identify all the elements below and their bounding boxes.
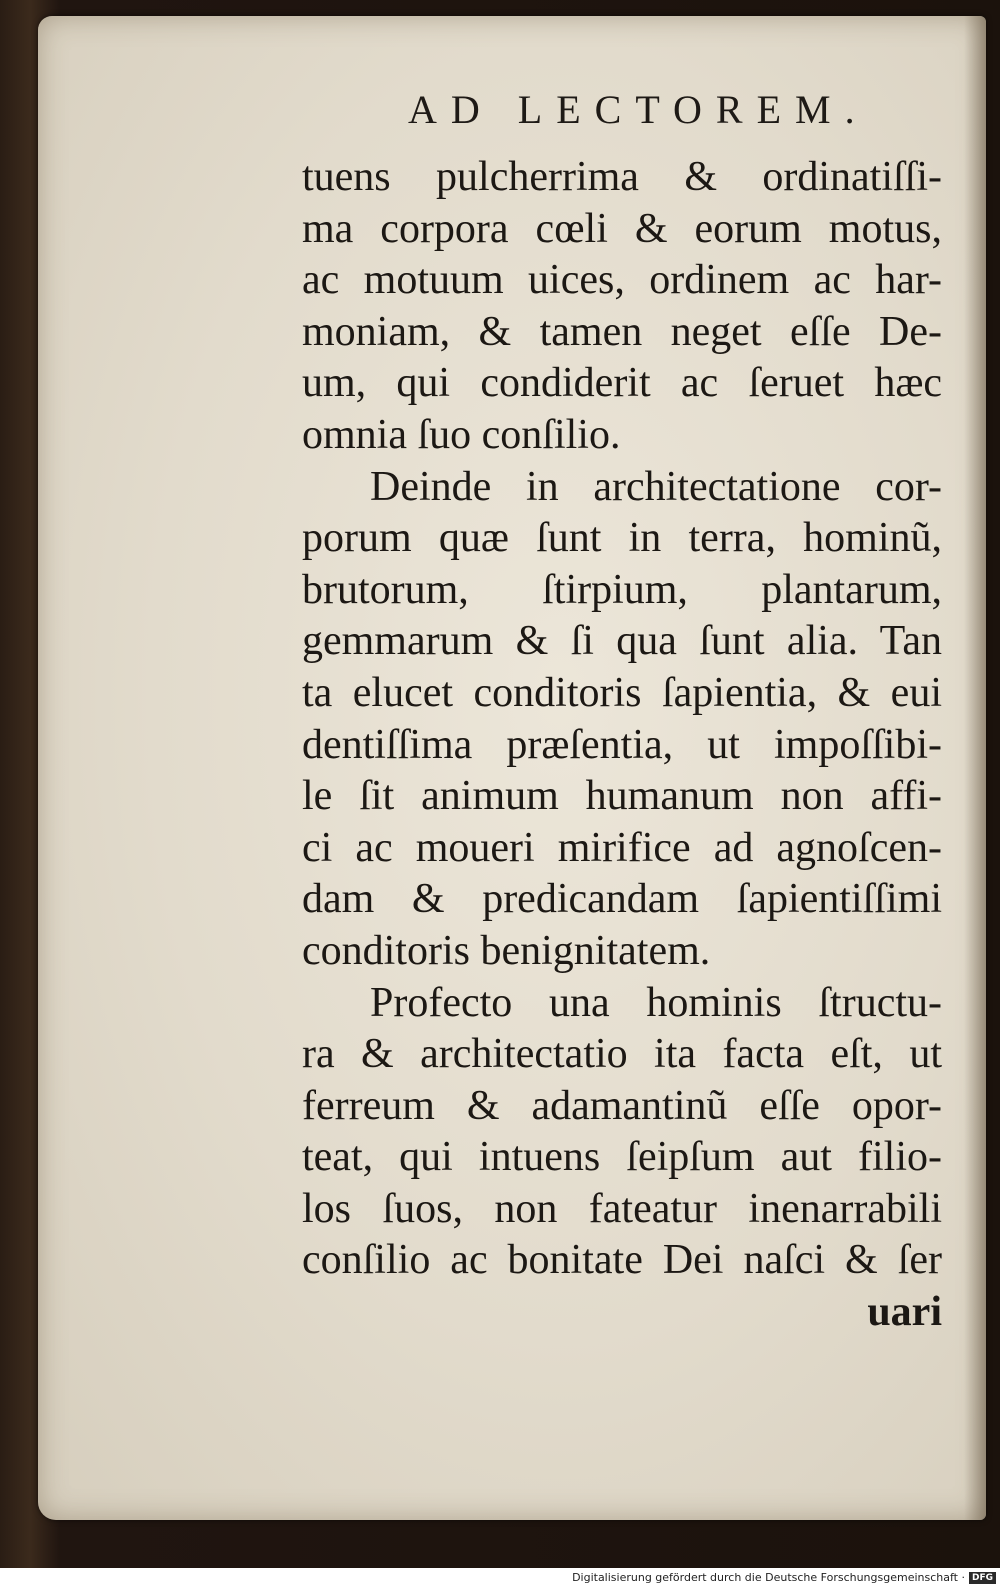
text-line: ferreum & adamantinũ eſſe opor- [302, 1082, 942, 1129]
text-line: teat, qui intuens ſeipſum aut filio- [302, 1134, 942, 1181]
catchword: uari [867, 1289, 942, 1336]
text-line: ta elucet conditoris ſapientia, & eui [302, 669, 942, 716]
text-line: omnia ſuo conſilio. [302, 411, 621, 458]
digitization-credit-bar [0, 1568, 1000, 1588]
text-line: los ſuos, non fateatur inenarrabili [302, 1185, 942, 1232]
text-line: Profecto una hominis ſtructu- [370, 979, 942, 1026]
text-line: ma corpora cœli & eorum motus, [302, 205, 942, 252]
text-line: conditoris benignitatem. [302, 927, 711, 974]
text-line: tuens pulcherrima & ordinatiſſi- [302, 154, 942, 200]
text-line: conſilio ac bonitate Dei naſci & ſer [302, 1237, 942, 1284]
page-gutter-shadow [964, 16, 986, 1520]
text-line: porum quæ ſunt in terra, hominũ, [302, 515, 942, 562]
book-page [38, 16, 986, 1520]
running-header: AD LECTOREM. [408, 87, 869, 132]
body-text [302, 152, 942, 1339]
text-line: moniam, & tamen neget eſſe De- [302, 308, 942, 355]
text-line: ci ac moueri mirifice ad agnoſcen- [302, 824, 942, 871]
text-line: brutorum, ſtirpium, plantarum, [302, 566, 942, 613]
text-line: dentiſſima præſentia, ut impoſſibi- [302, 721, 942, 768]
text-line: dam & predicandam ſapientiſſimi [302, 876, 942, 923]
text-line: Deinde in architectatione cor- [370, 463, 942, 510]
text-line: le ſit animum humanum non affi- [302, 773, 942, 820]
text-line: um, qui condiderit ac ſeruet hæc [302, 360, 942, 407]
funding-credit: Digitalisierung gefördert durch die Deutsche Forschungsgemeinschaft · [572, 1571, 965, 1584]
text-line: ra & architectatio ita facta eſt, ut [302, 1031, 942, 1078]
text-line: gemmarum & ſi qua ſunt alia. Tan [302, 618, 942, 665]
text-line: ac motuum uices, ordinem ac har- [302, 257, 942, 304]
dfg-logo-badge: DFG [969, 1572, 996, 1584]
